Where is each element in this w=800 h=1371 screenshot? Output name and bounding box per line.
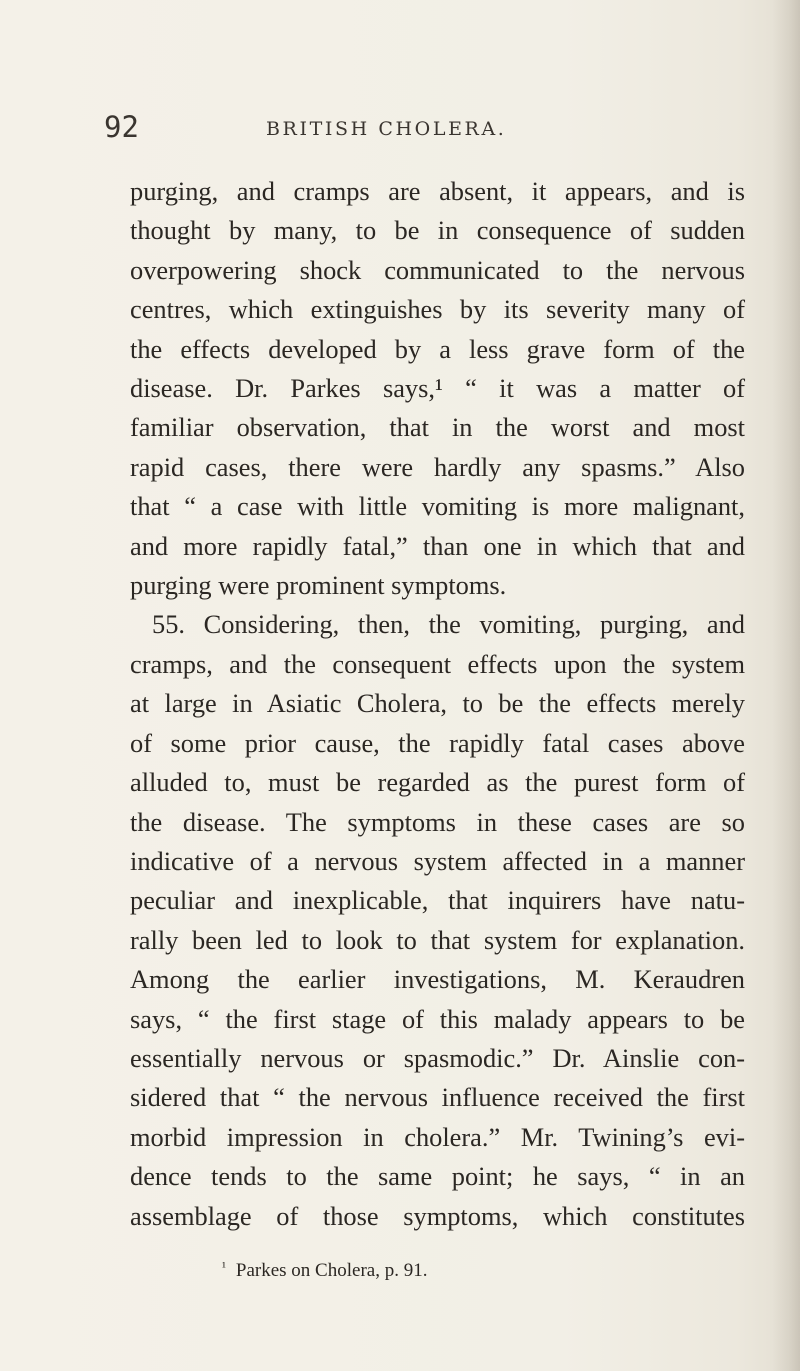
text-line: alluded to, must be regarded as the purest form of — [130, 767, 745, 798]
text-line: peculiar and inexplicable, that inquirers have natu- — [130, 885, 745, 916]
text-line: Among the earlier investigations, M. Keraudren — [130, 964, 745, 995]
text-line: centres, which extinguishes by its severity many of — [130, 294, 745, 325]
footnote-mark: ¹ — [222, 1259, 226, 1274]
text-line: dence tends to the same point; he says, “ in an — [130, 1161, 745, 1192]
running-head: BRITISH CHOLERA. — [266, 118, 507, 140]
text-line: says, “ the first stage of this malady appears to be — [130, 1003, 745, 1034]
text-line: morbid impression in cholera.” Mr. Twining’s evi- — [130, 1121, 745, 1152]
text-line: of some prior cause, the rapidly fatal cases above — [130, 727, 745, 758]
text-line: and more rapidly fatal,” than one in which that and — [130, 530, 745, 561]
page-edge-shadow — [772, 0, 800, 1371]
text-line: assemblage of those symptoms, which constitutes — [130, 1200, 745, 1231]
text-line: indicative of a nervous system affected in a manner — [130, 845, 745, 876]
footnote-text: Parkes on Cholera, p. 91. — [235, 1260, 428, 1281]
text-line: that “ a case with little vomiting is more malignant, — [130, 491, 745, 522]
text-line: the effects developed by a less grave form of the — [130, 333, 745, 364]
page-number: 92 — [104, 110, 139, 144]
text-line: overpowering shock communicated to the nervous — [130, 254, 745, 285]
text-line: thought by many, to be in consequence of sudden — [130, 215, 745, 246]
text-line: purging were prominent symptoms. — [130, 570, 507, 601]
paragraph-55-start: 55. Considering, then, the vomiting, purging, and — [152, 609, 745, 640]
text-line: rapid cases, there were hardly any spasms.” Also — [130, 451, 745, 482]
text-line: rally been led to look to that system for explanation. — [130, 924, 745, 955]
body-text — [130, 172, 745, 1236]
text-line: disease. Dr. Parkes says,¹ “ it was a matter of — [130, 373, 745, 404]
text-line: sidered that “ the nervous influence received the first — [130, 1082, 745, 1113]
text-line: at large in Asiatic Cholera, to be the effects merely — [130, 688, 745, 719]
text-line: the disease. The symptoms in these cases are so — [130, 806, 745, 837]
page-header — [0, 110, 800, 150]
text-line: purging, and cramps are absent, it appears, and is — [130, 176, 745, 206]
text-line: essentially nervous or spasmodic.” Dr. Ainslie con- — [130, 1042, 745, 1073]
text-line: familiar observation, that in the worst and most — [130, 412, 745, 443]
text-line: cramps, and the consequent effects upon the system — [130, 648, 745, 679]
footnote — [222, 1259, 427, 1282]
